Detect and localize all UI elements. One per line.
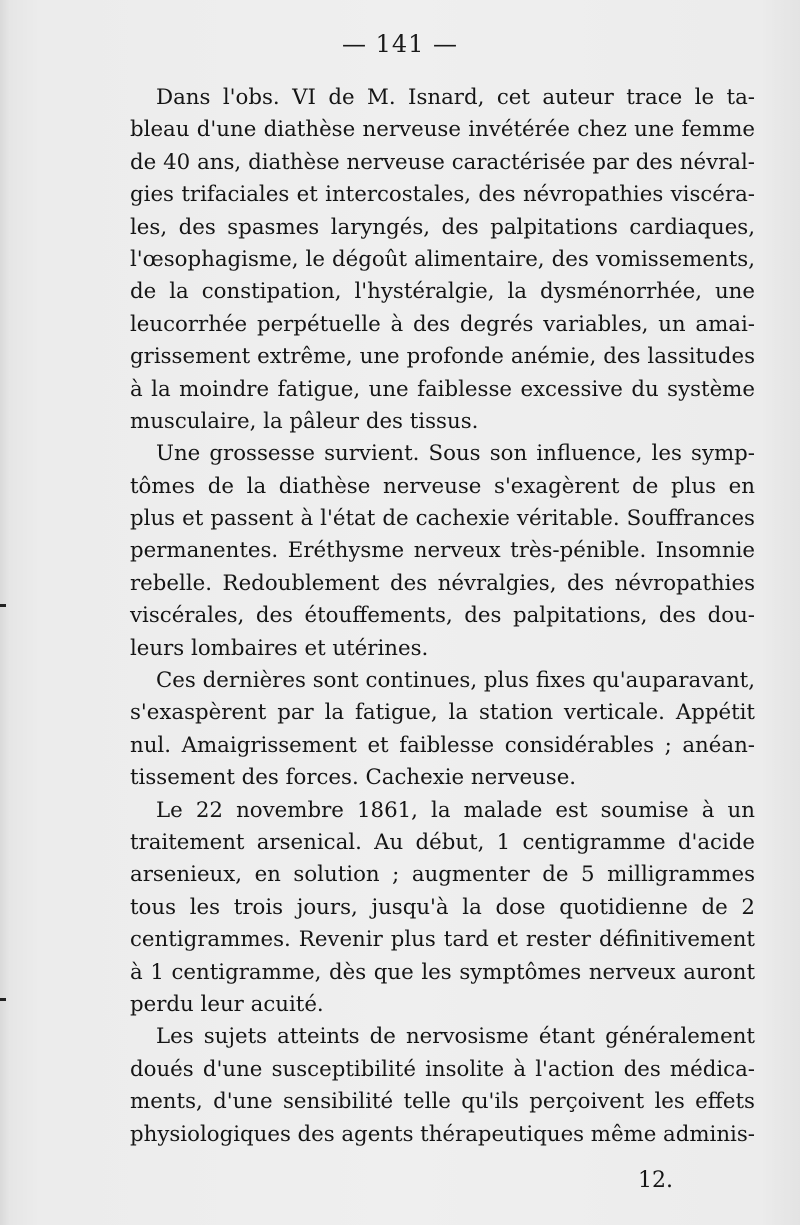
text-line: traitement arsenical. Au début, 1 centigramme d'acide	[130, 829, 755, 855]
text-line: de la constipation, l'hystéralgie, la dysménorrhée, une	[130, 279, 755, 305]
margin-mark	[0, 604, 6, 607]
text-line: à la moindre fatigue, une faiblesse excessive du système	[130, 376, 755, 402]
page-number: — 141 —	[341, 30, 459, 58]
text-line: tômes de la diathèse nerveuse s'exagèrent de plus en	[130, 473, 755, 499]
text-line: Une grossesse survient. Sous son influence, les symp-	[156, 441, 755, 467]
text-line: tous les trois jours, jusqu'à la dose quotidienne de 2	[130, 894, 755, 920]
text-line: Le 22 novembre 1861, la malade est soumise à un	[156, 797, 755, 823]
signature-mark: 12.	[638, 1168, 673, 1193]
text-line: à 1 centigramme, dès que les symptômes nerveux auront	[130, 959, 755, 985]
text-line: doués d'une susceptibilité insolite à l'action des médica-	[130, 1056, 755, 1082]
text-line: les, des spasmes laryngés, des palpitations cardiaques,	[130, 214, 755, 240]
body-text	[130, 82, 755, 1151]
text-line: s'exaspèrent par la fatigue, la station verticale. Appétit	[130, 700, 755, 726]
text-line: l'œsophagisme, le dégoût alimentaire, des vomissements,	[130, 246, 755, 272]
text-line: leurs lombaires et utérines.	[130, 635, 429, 661]
text-line: bleau d'une diathèse nerveuse invétérée chez une femme	[130, 117, 755, 143]
text-line: de 40 ans, diathèse nerveuse caractérisée par des névral-	[130, 149, 755, 175]
text-line: plus et passent à l'état de cachexie véritable. Souffrances	[130, 506, 755, 532]
text-line: arsenieux, en solution ; augmenter de 5 milligrammes	[130, 862, 755, 888]
text-line: musculaire, la pâleur des tissus.	[130, 408, 479, 434]
text-line: permanentes. Eréthysme nerveux très-pénible. Insomnie	[130, 538, 755, 564]
text-line: viscérales, des étouffements, des palpitations, des dou-	[130, 603, 755, 629]
text-line: rebelle. Redoublement des névralgies, des névropathies	[130, 570, 755, 596]
text-line: nul. Amaigrissement et faiblesse considérables ; anéan-	[130, 732, 755, 758]
text-line: centigrammes. Revenir plus tard et rester définitivement	[130, 927, 755, 953]
text-line: perdu leur acuité.	[130, 991, 324, 1017]
text-line: grissement extrême, une profonde anémie, des lassitudes	[130, 344, 755, 370]
text-line: Ces dernières sont continues, plus fixes qu'auparavant,	[156, 668, 755, 694]
text-line: gies trifaciales et intercostales, des névropathies viscéra-	[130, 182, 755, 208]
text-line: Dans l'obs. VI de M. Isnard, cet auteur trace le ta-	[156, 85, 755, 110]
margin-mark	[0, 998, 6, 1001]
text-line: physiologiques des agents thérapeutiques même adminis-	[130, 1121, 755, 1147]
text-line: tissement des forces. Cachexie nerveuse.	[130, 765, 577, 791]
text-line: Les sujets atteints de nervosisme étant généralement	[156, 1024, 755, 1050]
text-line: leucorrhée perpétuelle à des degrés variables, un amai-	[130, 311, 755, 337]
text-line: ments, d'une sensibilité telle qu'ils perçoivent les effets	[130, 1089, 755, 1115]
